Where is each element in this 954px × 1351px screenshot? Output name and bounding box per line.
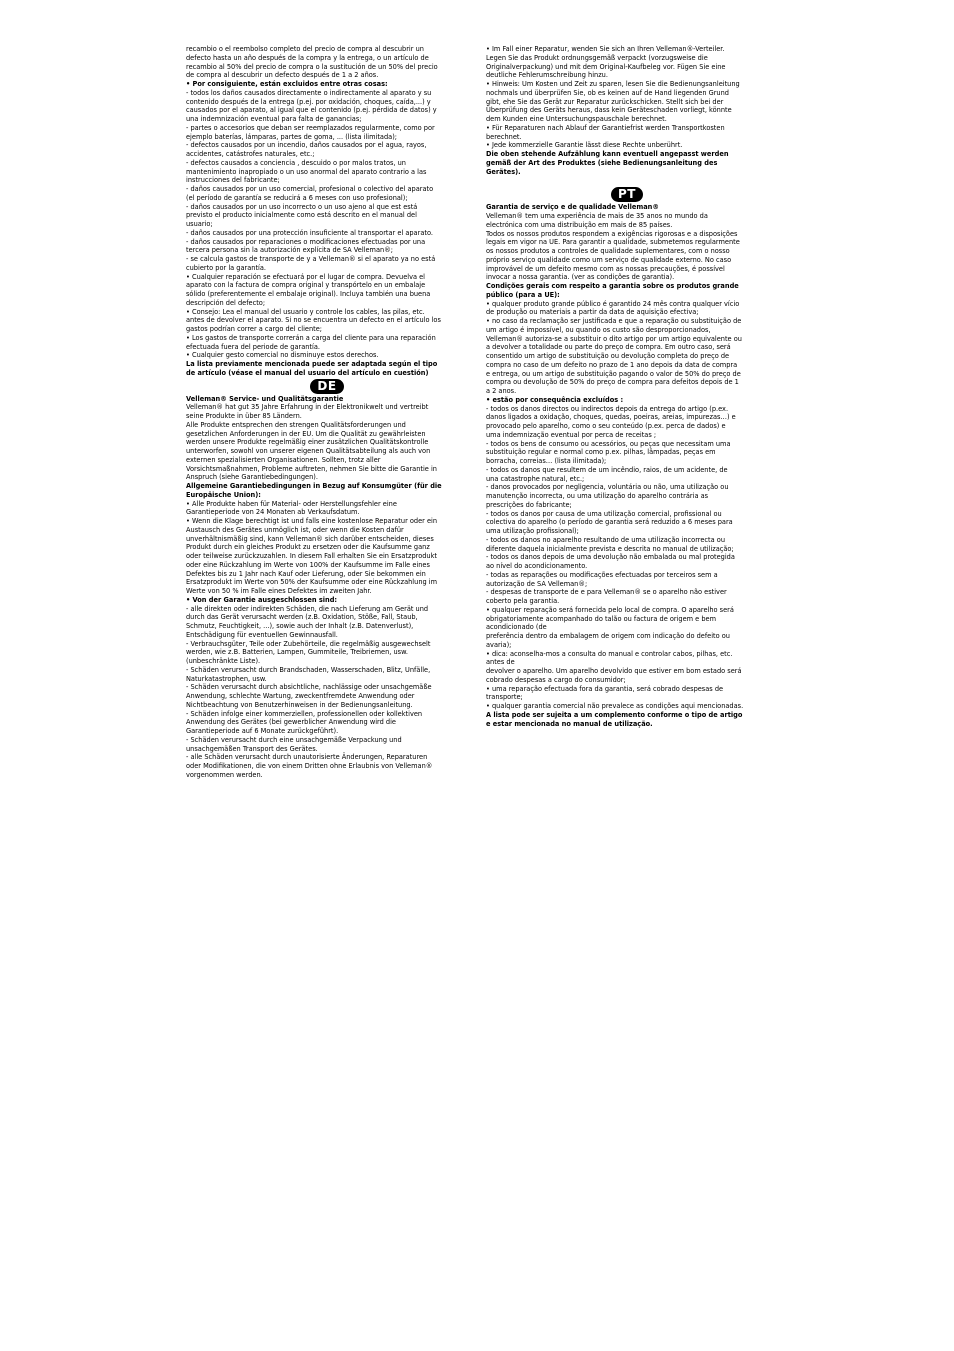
text-line: improvável de um defeito mesmo com as nossas precauções, é possível — [486, 264, 725, 273]
text-line: Naturkatastrophen, usw. — [186, 674, 267, 683]
text-line: Entschädigung für eventuellen Gewinnausfall. — [186, 630, 338, 639]
text-line: unterworfen, sowohl von unserer eigenen Qualitätsabteilung als auch von — [186, 447, 431, 455]
text-line: Alle Produkte entsprechen den strengen Qualitätsforderungen und — [186, 420, 406, 429]
text-line: • Hinweis: Um Kosten und Zeit zu sparen, lesen Sie die Bedienungsanleitung — [486, 80, 740, 88]
text-line: Nichtbeachtung von Benutzerhinweisen in der Bedienungsanleitung. — [186, 700, 413, 709]
text-line: ao nível do acondicionamento. — [486, 562, 588, 570]
text-line: gesetzlichen Anforderungen in der EU. Um die Qualität zu gewährleisten — [186, 429, 426, 438]
text-line: de produção ou materiais a partir da data de aquisição efectiva; — [486, 308, 699, 317]
pt-section-heading: Garantia de serviço e de qualidade Velleman® — [486, 203, 659, 212]
text-line: antes de — [486, 658, 515, 667]
right-column — [486, 45, 768, 728]
text-line: autorização de SA Velleman®; — [486, 579, 588, 588]
pt-excluded-list — [486, 405, 768, 711]
text-line: de artículo (véase el manual del usuario del artículo en cuestión) — [186, 368, 429, 377]
text-line: de compra al descubrir un defecto después de 1 a 2 años. — [186, 71, 379, 80]
es-warranty-continuation — [186, 45, 468, 80]
text-line: Produkt durch ein gleiches Produkt zu ersetzen oder die Kaufsumme ganz — [186, 543, 430, 552]
text-line: - daños causados por una protección insuficiente al transportar el aparato. — [186, 228, 433, 237]
text-line: Velleman® autoriza-se a substituir o dito artigo por um artigo equivalente ou — [486, 334, 742, 343]
de-repair-list — [486, 45, 768, 150]
text-line: - todos os danos depois de uma devolução não embalada ou mal protegida — [486, 553, 735, 562]
text-line: acondicionado (de — [486, 623, 547, 632]
text-line: Werte von 50 % im Falle eines Defektes im zweiten Jahr. — [186, 587, 372, 595]
pt-excluded-heading: • estão por consequência excluídos : — [486, 395, 624, 404]
text-line: - daños causados por un uso comercial, profesional o colectivo del aparato — [186, 185, 434, 193]
de-intro — [186, 403, 468, 482]
text-line: mantenimiento inapropiado o un uso anormal del aparato contrario a las — [186, 167, 427, 176]
de-conditions-heading — [186, 482, 468, 500]
text-line: durch das Gerät verursacht werden (z.B. Oxidation, Stöße, Fall, Staub, — [186, 613, 418, 622]
text-line: próprio serviço qualidade como um serviço de qualidade externo. No caso — [486, 255, 732, 264]
text-line: ejemplo baterías, lámparas, partes de goma, ... (lista ilimitada); — [186, 132, 397, 141]
text-line: obrigatoriamente acompanhado do talão ou factura de origem e bem — [486, 614, 716, 623]
text-line: - todos os danos por causa de uma utilização comercial, profissional ou — [486, 509, 722, 518]
text-line: berechnet. — [486, 132, 522, 141]
text-line: Ersatzprodukt im Werte von 50% der Kaufsumme oder eine Rückzahlung im — [186, 578, 438, 587]
de-excluded-heading: • Von der Garantie ausgeschlossen sind: — [186, 595, 338, 604]
text-line: coberto pela garantia. — [486, 597, 560, 605]
text-line: Condições gerais com respeito a garantia sobre os produtos grande — [486, 282, 739, 290]
text-line: oder eine Rückzahlung im Werte von 100% der Kaufsumme im Falle eines — [186, 560, 430, 569]
pt-language-badge: PT — [611, 187, 643, 202]
left-column — [186, 45, 468, 780]
text-line: unsachgemäßen Transport des Gerätes. — [186, 744, 318, 753]
text-line: uma indemnização eventual por perca de receitas ; — [486, 430, 657, 439]
es-excluded-heading: • Por consiguiente, están excluidos entre otras cosas: — [186, 80, 388, 88]
text-line: - daños causados por un uso incorrecto o un uso ajeno al que est está — [186, 202, 418, 211]
text-line: • Alle Produkte haben für Material- oder Herstellungsfehler eine — [186, 499, 397, 508]
text-line: legais em vigor na UE. Para garantir a qualidade, submetemos regularmente — [486, 238, 740, 247]
text-line: oder teilweise zurückzuzahlen. In diesem Fall erhalten Sie ein Ersatzprodukt — [186, 552, 438, 560]
pt-language-badge-wrap — [486, 187, 768, 203]
text-line: antes de devolver el aparato. Si no se encuentra un defecto en el artículo los — [186, 316, 441, 325]
text-line: Überprüfung des Geräts heraus, dass kein Geräteschaden vorliegt, könnte — [486, 106, 732, 115]
text-line: - todos os danos directos ou indirectos depois da entrega do artigo (p.ex. — [486, 404, 729, 413]
text-line: deutliche Fehlerumschreibung hinzu. — [486, 71, 608, 80]
text-line: cobrado despesas a cargo do consumidor; — [486, 675, 626, 684]
text-line: - Verbrauchsgüter, Teile oder Zubehörteile, die regelmäßig ausgewechselt — [186, 639, 431, 648]
text-line: - todos los daños causados directamente o indirectamente al aparato y su — [186, 88, 432, 97]
de-section-heading: Velleman® Service- und Qualitätsgarantie — [186, 394, 344, 403]
text-line: una indemnización eventual para falta de ganancias; — [186, 115, 362, 123]
text-line: um artigo é impossível, ou quando os custo são desproporcionados, — [486, 325, 711, 334]
text-line: e estar mencionada no manual de utilização. — [486, 719, 653, 728]
text-line: borracha, correias… (lista ilimitada); — [486, 457, 607, 465]
text-line: - alle direkten oder indirekten Schäden, die nach Lieferung am Gerät und — [186, 604, 429, 613]
text-line: - Schäden verursacht durch Brandschaden, Wasserschaden, Blitz, Unfälle, — [186, 665, 431, 674]
text-line: vorgenommen werden. — [186, 770, 263, 779]
text-line: • no caso da reclamação ser justificada e que a reparação ou substituição de — [486, 317, 742, 325]
text-line: Originalverpackung) und mit dem Original-Kaufbeleg vor. Fügen Sie eine — [486, 62, 726, 71]
text-line: consentido um artigo de substituição ou devolução completa do preço de — [486, 352, 730, 360]
text-line: Vorsichtsmaßnahmen, Probleme auftreten, nehmen Sie bitte die Garantie in — [186, 464, 437, 473]
text-line: transporte; — [486, 693, 523, 702]
text-line: - alle Schäden verursacht durch unautorisierte Änderungen, Reparaturen — [186, 753, 428, 762]
pt-conditions-heading — [486, 282, 768, 300]
text-line: Garantieperiode auf 6 Monate zurückgeführt). — [186, 727, 339, 735]
text-line: recambio o el reembolso completo del precio de compra al descubrir un — [186, 45, 424, 53]
text-line: - todos os bens de consumo ou acessórios, ou peças que necessitam uma — [486, 439, 731, 448]
es-excluded-list — [186, 89, 468, 360]
text-line: • Wenn die Klage berechtigt ist und falls eine kostenlose Reparatur oder ein — [186, 517, 438, 525]
text-line: • qualquer produto grande público é garantido 24 mês contra qualquer vício — [486, 299, 740, 308]
text-line: A lista pode ser sujeita a um complemento conforme o tipo de artigo — [486, 710, 743, 719]
text-line: substituição regular e normal como p.ex. pilhas, lâmpadas, peças em — [486, 448, 716, 457]
text-line: • qualquer reparação será fornecida pelo local de compra. O aparelho será — [486, 605, 734, 614]
text-line: nochmals und überprüfen Sie, ob es keinen auf de Hand liegenden Grund — [486, 88, 729, 97]
text-line: • Cualquier gesto comercial no disminuye estos derechos. — [186, 351, 379, 360]
text-line: - se calcula gastos de transporte de y a Velleman® si el aparato ya no está — [186, 255, 436, 263]
text-line: gemäß der Art des Produktes (siehe Bedienungsanleitung des — [486, 158, 718, 167]
text-line: electrónica com uma distribuição em mais de 85 países. — [486, 220, 673, 229]
text-line: una catastrophe natural, etc.; — [486, 474, 585, 483]
text-line: descripción del defecto; — [186, 298, 266, 307]
text-line: - daños causados por reparaciones o modificaciones efectuadas por una — [186, 237, 426, 246]
text-line: • Im Fall einer Reparatur, wenden Sie sich an Ihren Velleman®-Verteiler. — [486, 45, 725, 53]
pt-final-note — [486, 711, 768, 729]
text-line: efectuada fuera del periode de garantía. — [186, 342, 320, 351]
text-line: contenido después de la entrega (p.ej. por oxidación, choques, caída,...) y — [186, 97, 431, 106]
text-line: La lista previamente mencionada puede ser adaptada según el tipo — [186, 360, 438, 368]
text-line: invocar a nossa garantia. (ver as condições de garantia). — [486, 273, 675, 282]
text-line: sólido (preferentemente el embalaje original). Incluya también una buena — [186, 290, 431, 298]
text-line: Anwendung des Gerätes (bei gewerblicher Anwendung wird die — [186, 718, 396, 727]
text-line: • Jede kommerzielle Garantie lässt diese Rechte unberührt. — [486, 141, 683, 150]
text-line: externen spezialisierten Organisationen. Sollten, trotz aller — [186, 455, 381, 464]
text-line: - Schäden verursacht durch eine unsachgemäße Verpackung und — [186, 735, 402, 744]
text-line: avaria); — [486, 640, 512, 649]
text-line: Gerätes). — [486, 167, 521, 176]
text-line: • uma reparação efectuada fora da garantia, será cobrado despesas de — [486, 684, 724, 693]
text-line: a devolver a totalidade ou parte do preço de compra. Em outro caso, será — [486, 343, 731, 352]
text-line: Velleman® tem uma experiência de mais de 35 anos no mundo da — [486, 212, 708, 220]
text-line: - Schäden infolge einer kommerziellen, professionellen oder kollektiven — [186, 709, 423, 718]
text-line: manutenção incorrecta, ou uma utilização do aparelho contrária as — [486, 492, 709, 500]
text-line: - todas as reparações ou modificações efectuadas por terceiros sem a — [486, 570, 718, 579]
pt-intro — [486, 212, 768, 282]
de-conditions-list — [186, 500, 468, 596]
text-line: a 2 anos. — [486, 387, 517, 395]
text-line: diferente daquela inicialmente prevista e descrita no manual de utilização; — [486, 544, 734, 553]
text-line: Legen Sie das Produkt ordnungsgemäß verpackt (vorzugsweise die — [486, 53, 708, 62]
text-line: accidentes, catástrofes naturales, etc.; — [186, 150, 315, 158]
text-line: (el período de garantía se reducirá a 6 meses con uso profesional); — [186, 193, 408, 202]
text-line: tercera persona sin la autorización explícita de SA Velleman®; — [186, 246, 393, 255]
text-line: Europäische Union): — [186, 490, 261, 499]
text-line: (unbeschränkte Liste). — [186, 657, 261, 665]
text-line: Schmutz, Feuchtigkeit, ...), sowie auch der Inhalt (z.B. Datenverlust), — [186, 622, 414, 630]
de-final-note — [486, 150, 768, 176]
text-line: - todos os danos que resultem de um incêndio, raios, de um acidente, de — [486, 465, 728, 474]
text-line: prescrições do fabricante; — [486, 500, 572, 509]
text-line: • Für Reparaturen nach Ablauf der Garantiefrist werden Transportkosten — [486, 123, 725, 132]
text-line: Allgemeine Garantiebedingungen in Bezug auf Konsumgüter (für die — [186, 482, 442, 490]
de-excluded-list — [186, 605, 468, 780]
text-line: - defectos causados por un incendio, daños causados por el agua, rayos, — [186, 141, 427, 150]
pt-conditions-list — [486, 300, 768, 396]
text-line: - partes o accesorios que deban ser reemplazados regularmente, como por — [186, 123, 435, 132]
text-line: público (para a UE): — [486, 290, 560, 299]
text-line: devolver o aparelho. Um aparelho devolvido que estiver em bom estado será — [486, 667, 742, 675]
text-line: aparato con la factura de compra original y transpórtelo en un embalaje — [186, 281, 426, 290]
text-line: oder Modifikationen, die von einem Dritten ohne Erlaubnis von Velleman® — [186, 762, 433, 770]
text-line: werden unsere Produkte regelmäßig einer zusätzlichen Qualitätskontrolle — [186, 438, 429, 447]
text-line: provocado pelo aparelho, como o seu conteúdo (p.ex. perca de dados) e — [486, 422, 726, 430]
text-line: os nossos produtos a controles de qualidade suplementares, com o nosso — [486, 247, 730, 255]
text-line: gibt, ehe Sie das Gerät zur Reparatur zurückschicken. Stellt sich bei der — [486, 97, 724, 106]
text-line: previsto el producto inicialmente como está descrito en el manual del — [186, 211, 417, 220]
text-line: usuario; — [186, 220, 213, 228]
text-line: • Cualquier reparación se efectuará por el lugar de compra. Devuelva el — [186, 272, 426, 281]
es-final-note — [186, 360, 468, 378]
text-line: Anspruch (siehe Garantiebedingungen). — [186, 473, 318, 482]
text-line: • Consejo: Lea el manual del usuario y controle los cables, las pilas, etc. — [186, 307, 425, 316]
text-line: dem Kunden eine Untersuchungspauschale berechnet. — [486, 115, 667, 123]
text-line: Defektes bis zu 1 Jahr nach Kauf oder Lieferung, oder Sie bekommen ein — [186, 569, 426, 578]
text-line: seine Produkte in über 85 Ländern. — [186, 412, 302, 420]
text-line: • qualquer garantia comercial não prevalece as condições aqui mencionadas. — [486, 702, 744, 710]
de-language-badge-wrap — [186, 379, 468, 395]
text-line: uma utilização profissional); — [486, 527, 579, 535]
text-line: instrucciones del fabricante; — [186, 176, 280, 185]
text-line: colectiva do aparelho (o período de garantia será reduzido a 6 meses para — [486, 518, 733, 527]
text-line: compra no caso de um defeito no prazo de 1 ano depois da data de compra — [486, 360, 738, 369]
text-line: compra ou devolução de 50% do preço de compra para defeitos depois de 1 — [486, 378, 739, 387]
text-line: recambio al 50% del precio de compra o la sustitución de un 50% del precio — [186, 62, 438, 71]
text-line: danos ligados a oxidação, choques, quedas, poeiras, areias, impurezas…) e — [486, 413, 736, 422]
text-line: Velleman® hat gut 35 Jahre Erfahrung in der Elektronikwelt und vertreibt — [186, 403, 429, 412]
text-line: Garantieperiode von 24 Monaten ab Verkaufsdatum. — [186, 508, 360, 517]
text-line: - despesas de transporte de e para Velleman® se o aparelho não estiver — [486, 588, 727, 597]
text-line: Anwendung, schlechte Wartung, zweckentfremdete Anwendung oder — [186, 692, 415, 700]
text-line: werden, wie z.B. Batterien, Lampen, Gummiteile, Treibriemen, usw. — [186, 648, 408, 657]
text-line: causados por el aparato, al igual que el contenido (p.ej. pérdida de datos) y — [186, 106, 437, 115]
text-line: • dica: aconselha-mos a consulta do manual e controlar cabos, pilhas, etc. — [486, 649, 733, 658]
text-line: • Los gastos de transporte correrán a carga del cliente para una reparación — [186, 333, 436, 342]
text-line: - todos os danos no aparelho resultando de uma utilização incorrecta ou — [486, 535, 725, 544]
text-line: defecto hasta un año después de la compra y la entrega, o un artículo de — [186, 53, 429, 62]
text-line: unverhältnismäßig sind, kann Velleman® sich darüber entscheiden, dieses — [186, 534, 434, 543]
text-line: Die oben stehende Aufzählung kann eventuell angepasst werden — [486, 150, 729, 158]
text-line: preferência dentro da embalagem de origem com indicação do defeito ou — [486, 632, 730, 640]
de-language-badge: DE — [310, 379, 343, 394]
text-line: - defectos causados a conciencia , descuido o por malos tratos, un — [186, 158, 406, 167]
text-line: cubierto por la garantía. — [186, 263, 267, 272]
text-line: e entrega, ou um artigo de substituição pagando o valor de 50% do preço de — [486, 369, 741, 378]
text-line: gastos podrían correr a cargo del cliente; — [186, 325, 323, 333]
text-line: - Schäden verursacht durch absichtliche, nachlässige oder unsachgemäße — [186, 683, 432, 692]
text-line: Austausch des Gerätes unmöglich ist, oder wenn die Kosten dafür — [186, 525, 404, 534]
text-line: - danos provocados por negligencia, voluntária ou não, uma utilização ou — [486, 483, 729, 492]
text-line: Todos os nossos produtos respondem a exigências rigorosas e a disposições — [486, 229, 738, 238]
